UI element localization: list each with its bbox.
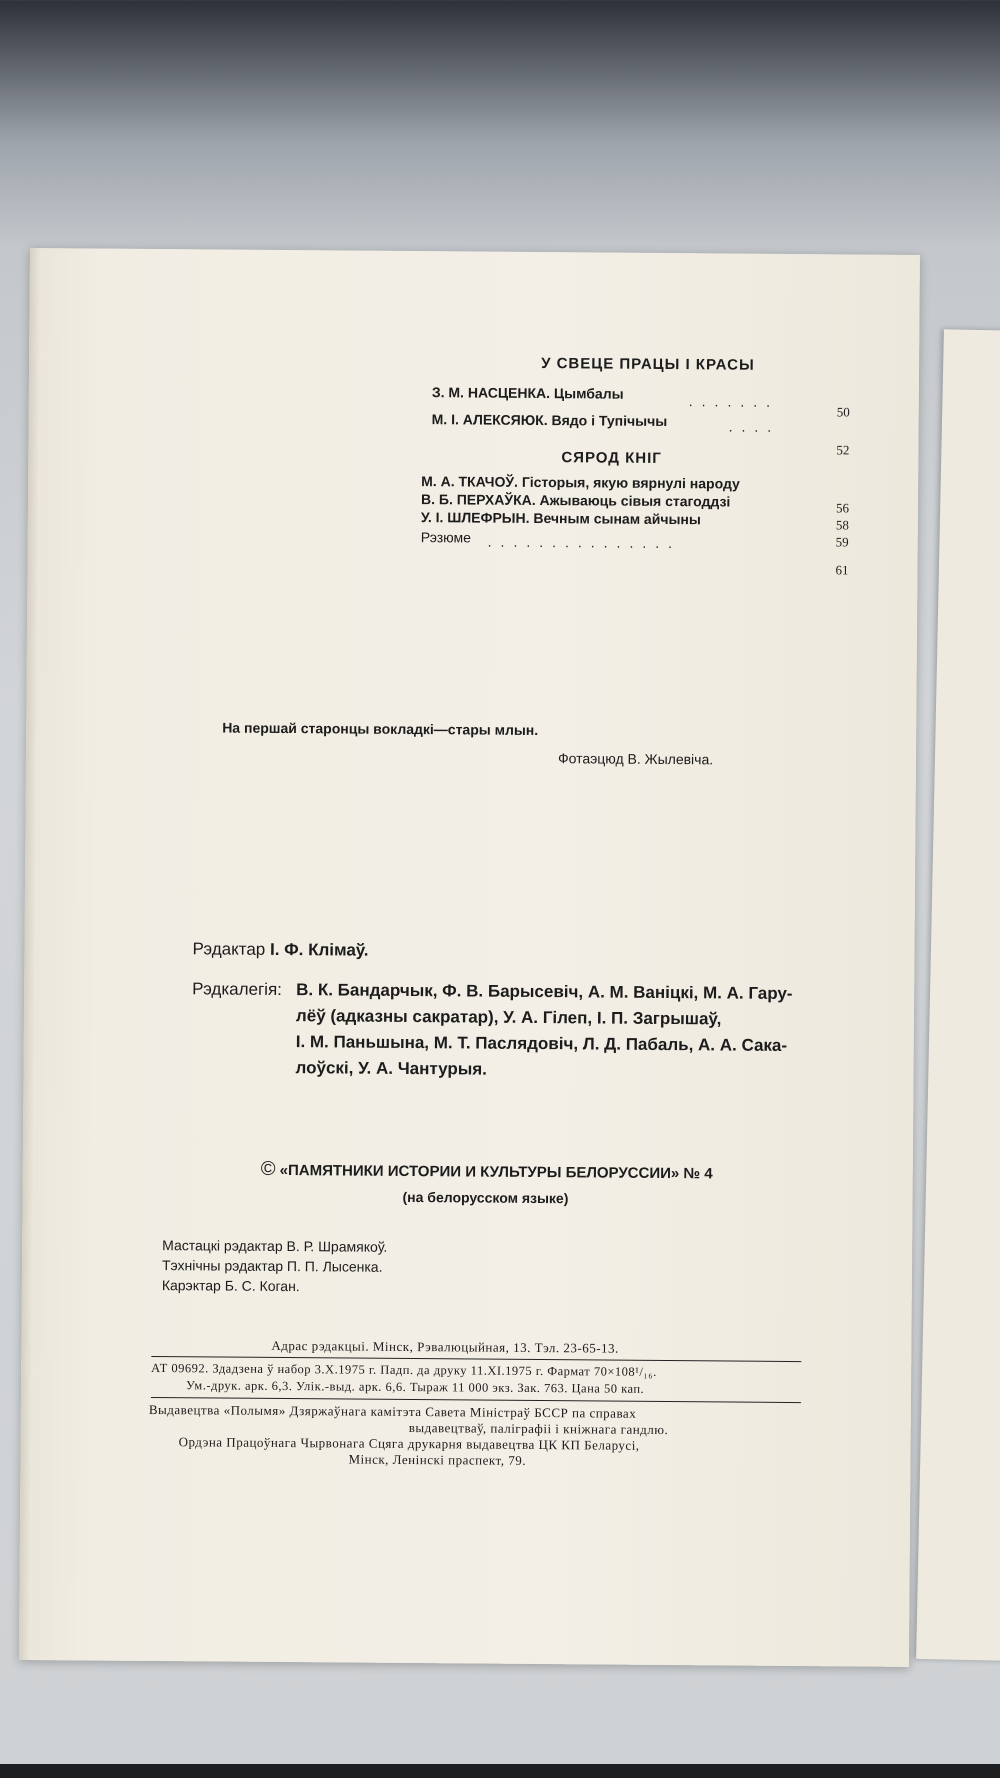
toc-page-number: 59	[835, 534, 849, 550]
imprint-address: Адрас рэдакцыі. Мінск, Рэвалюцыйная, 13. Тэл. 23-65-13.	[271, 1337, 619, 1356]
copyright-symbol: ©	[260, 1157, 276, 1180]
editor-line	[192, 939, 368, 960]
imprint-line-5: Ордэна Працоўнага Чырвонага Сцяга друкарня выдавецтва ЦК КП Беларусі,	[178, 1434, 640, 1453]
cover-caption: На першай старонцы вокладкі—стары млын.	[222, 719, 539, 739]
editor-label: Рэдактар	[192, 939, 266, 959]
copyright-line	[261, 1158, 713, 1185]
next-page-edge	[916, 329, 1000, 1661]
toc-leader-dots: ....	[728, 418, 781, 435]
staff-proofreader: Карэктар Б. С. Коган.	[161, 1277, 300, 1295]
staff-tech-editor: Тэхнічны рэдактар П. П. Лысенка.	[161, 1257, 383, 1275]
imprint-line-4: выдавецтваў, паліграфіі і кніжнага гандлю.	[408, 1420, 669, 1438]
photo-credit: Фотаэцюд В. Жылевіча.	[557, 750, 714, 768]
board-line-1: В. К. Бандарчык, Ф. В. Барысевіч, А. М. Ваніцкі, М. А. Гару-	[296, 980, 793, 1004]
board-label: Рэдкалегія:	[192, 979, 282, 1000]
board-line-3: І. М. Паньшына, М. Т. Паслядовіч, Л. Д. Пабаль, А. А. Сака-	[295, 1032, 788, 1055]
board-line-4: лоўскі, У. А. Чантурыя.	[295, 1058, 487, 1079]
toc-page-number: 61	[835, 562, 849, 578]
imprint-line-3: Выдавецтва «Полымя» Дзяржаўнага камітэта Савета Міністраў БССР па справах	[148, 1401, 637, 1421]
toc-leader-dots: ...............	[487, 533, 682, 552]
toc-page-number: 56	[835, 500, 850, 516]
toc-entry-1: З. М. НАСЦЕНКА. Цымбалы	[431, 384, 624, 402]
toc-page-number: 52	[836, 442, 850, 458]
copyright-title: «ПАМЯТНИКИ ИСТОРИИ И КУЛЬТУРЫ БЕЛОРУССИИ» № 4	[279, 1161, 713, 1183]
staff-art-editor: Мастацкі рэдактар В. Р. Шрамякоў.	[162, 1237, 388, 1255]
toc-entry-4: В. Б. ПЕРХАЎКА. Ажываюць сівыя стагоддзі	[420, 491, 731, 510]
toc-section-title-2: СЯРОД КНІГ	[561, 449, 662, 467]
toc-entry-2: М. І. АЛЕКСЯЮК. Вядо і Тупічычы	[431, 411, 668, 430]
imprint-line-2: Ум.-друк. арк. 6,3. Улік.-выд. арк. 6,6. Тыраж 11 000 экз. Зак. 763. Цана 50 кап.	[186, 1378, 645, 1396]
imprint-line-1: АТ 09692. Здадзена ў набор 3.Х.1975 г. Падп. да друку 11.ХІ.1975 г. Фармат 70×108¹/₁₆.	[151, 1360, 657, 1379]
board-line-2: лёў (адказны сакратар), У. А. Гілеп, І. П. Загрышаў,	[295, 1006, 722, 1029]
toc-entry-3: М. А. ТКАЧОЎ. Гісторыя, якую вярнулі народу	[421, 473, 740, 492]
table-edge	[0, 1764, 1000, 1778]
toc-section-title-1: У СВЕЦЕ ПРАЦЫ І КРАСЫ	[541, 355, 755, 374]
toc-entry-6: Рэзюме	[420, 529, 472, 546]
page-spine	[19, 248, 42, 1660]
toc-entry-5: У. І. ШЛЕФРЫН. Вечным сынам айчыны	[420, 509, 701, 528]
book-page	[19, 248, 920, 1667]
editor-name: І. Ф. Клімаў.	[269, 939, 369, 960]
toc-leader-dots: .......	[688, 393, 780, 410]
copyright-language: (на белорусском языке)	[402, 1188, 569, 1207]
toc-page-number: 50	[836, 404, 850, 420]
toc-page-number: 58	[835, 517, 849, 533]
imprint-line-6: Мінск, Ленінскі праспект, 79.	[348, 1451, 527, 1468]
